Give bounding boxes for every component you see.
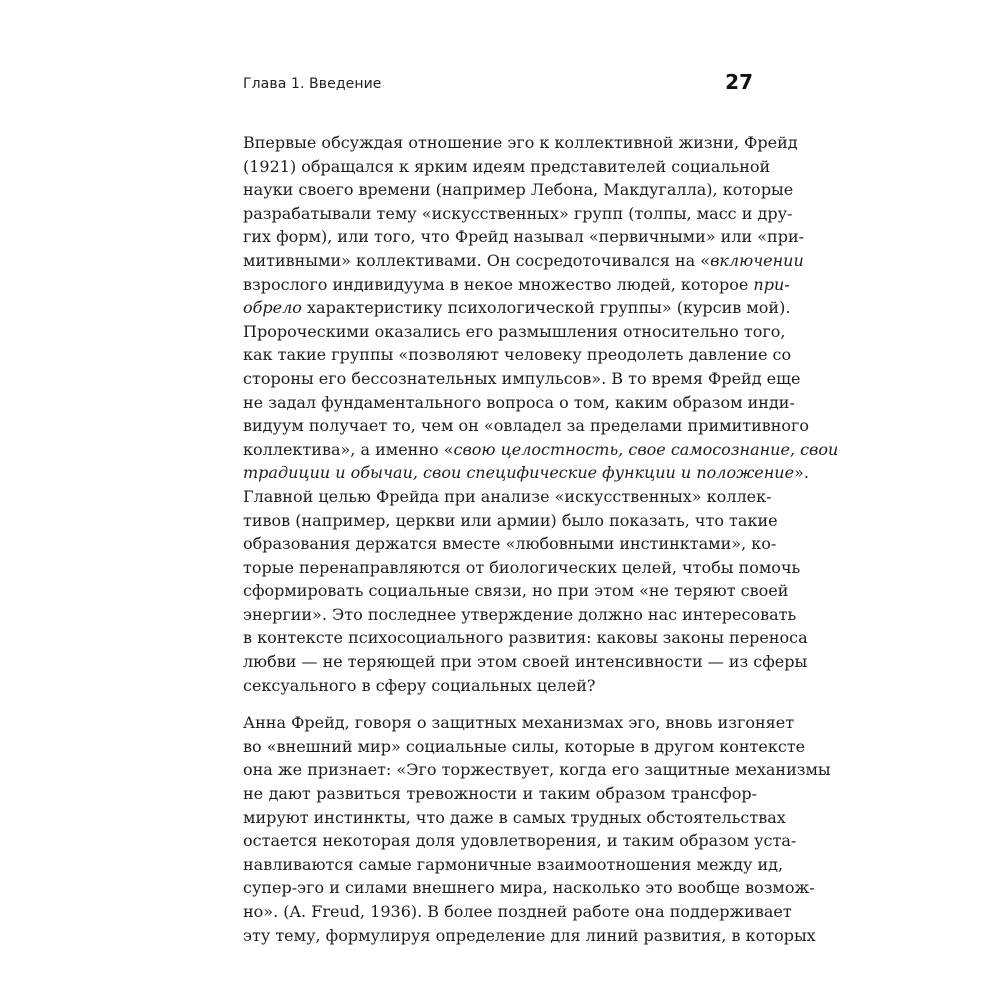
text-run: сформировать социальные связи, но при этом «не теряют своей — [243, 581, 789, 601]
italic-text: традиции и обычаи, свои специфические функции и положение — [243, 463, 795, 483]
text-line — [243, 296, 791, 320]
chapter-title: Глава 1. Введение — [243, 76, 382, 92]
text-line — [243, 924, 816, 948]
text-line — [243, 202, 793, 226]
page-number: 27 — [725, 70, 753, 94]
text-line — [243, 674, 757, 698]
text-run: энергии». Это последнее утверждение должно нас интересовать — [243, 604, 797, 624]
text-line — [243, 509, 778, 533]
body-text — [243, 131, 839, 947]
running-head — [243, 72, 753, 96]
text-line — [243, 579, 789, 603]
paragraph — [243, 131, 839, 697]
text-line — [243, 782, 757, 806]
text-line — [243, 343, 792, 367]
text-run: Анна Фрейд, говоря о защитных механизмах эго, вновь изгоняет — [243, 713, 795, 733]
text-run: не дают развиться тревожности и таким образом трансфор- — [243, 784, 757, 804]
text-run: сексуального в сферу социальных целей? — [243, 675, 596, 695]
text-run: любви — не теряющей при этом своей интенсивности — из сферы — [243, 652, 808, 672]
text-run: как такие группы «позволяют человеку преодолеть давление со — [243, 345, 792, 365]
text-run: взрослого индивидуума в некое множество людей, которое — [243, 274, 754, 294]
text-line — [243, 829, 797, 853]
text-line — [243, 320, 786, 344]
text-run: супер-эго и силами внешнего мира, насколько это вообще возмож- — [243, 878, 815, 898]
text-line — [243, 249, 804, 273]
text-line — [243, 603, 797, 627]
text-line — [243, 367, 801, 391]
text-line — [243, 178, 794, 202]
text-run: гих форм), или того, что Фрейд называл «первичными» или «при- — [243, 227, 805, 247]
paragraph — [243, 711, 831, 947]
text-run: во «внешний мир» социальные силы, которые в другом контексте — [243, 736, 806, 756]
text-line — [243, 155, 771, 179]
text-line — [243, 900, 792, 924]
text-line — [243, 626, 808, 650]
text-run: видуум получает то, чем он «овладел за пределами примитивного — [243, 416, 810, 436]
text-run: навливаются самые гармоничные взаимоотношения между ид, — [243, 854, 784, 874]
text-line — [243, 225, 805, 249]
text-run: но». (A. Freud, 1936). В более поздней работе она поддерживает — [243, 902, 792, 921]
text-line — [243, 414, 810, 438]
text-run: торые перенаправляются от биологических целей, чтобы помочь — [243, 557, 801, 577]
text-line — [243, 876, 815, 900]
text-line — [243, 556, 801, 580]
text-line — [243, 711, 795, 735]
text-line — [243, 273, 790, 297]
italic-text: обрело — [243, 298, 302, 318]
text-line — [243, 806, 786, 830]
text-line — [243, 735, 806, 759]
text-run: ». — [794, 463, 809, 483]
text-run: коллектива», а именно « — [243, 439, 454, 459]
italic-text: включении — [710, 250, 804, 270]
text-run: характеристику психологической группы» (курсив мой). — [301, 298, 791, 318]
text-line — [243, 131, 798, 155]
text-line — [243, 461, 809, 485]
italic-text: при- — [753, 274, 790, 294]
text-run: она же признает: «Эго торжествует, когда его защитные механизмы — [243, 760, 831, 780]
text-line — [243, 485, 772, 509]
text-run: Пророческими оказались его размышления относительно того, — [243, 321, 786, 341]
text-line — [243, 853, 784, 877]
text-run: разрабатывали тему «искусственных» групп (толпы, масс и дру- — [243, 203, 793, 223]
text-run: в контексте психосоциального развития: каковы законы переноса — [243, 628, 808, 648]
text-run: стороны его бессознательных импульсов». В то время Фрейд еще — [243, 368, 801, 388]
text-run: образования держатся вместе «любовными инстинктами», ко- — [243, 534, 777, 554]
text-run: митивными» коллективами. Он сосредоточивался на « — [243, 250, 711, 270]
text-run: (1921) обращался к ярким идеям представителей социальной — [243, 156, 771, 176]
text-line — [243, 650, 808, 674]
text-line — [243, 532, 777, 556]
text-run: тивов (например, церкви или армии) было показать, что такие — [243, 510, 778, 530]
text-run: остается некоторая доля удовлетворения, и таким образом уста- — [243, 831, 797, 851]
text-line — [243, 438, 839, 462]
text-run: мируют инстинкты, что даже в самых трудных обстоятельствах — [243, 807, 786, 827]
italic-text: свою целостность, свое самосознание, свои — [453, 439, 839, 459]
text-line — [243, 391, 795, 415]
text-run: Впервые обсуждая отношение эго к коллективной жизни, Фрейд — [243, 133, 798, 152]
text-run: науки своего времени (например Лебона, Макдугалла), которые — [243, 180, 794, 200]
text-run: Главной целью Фрейда при анализе «искусственных» коллек- — [243, 486, 772, 506]
text-line — [243, 758, 831, 782]
text-run: не задал фундаментального вопроса о том, каким образом инди- — [243, 392, 795, 412]
text-run: эту тему, формулируя определение для линий развития, в которых — [243, 925, 816, 945]
